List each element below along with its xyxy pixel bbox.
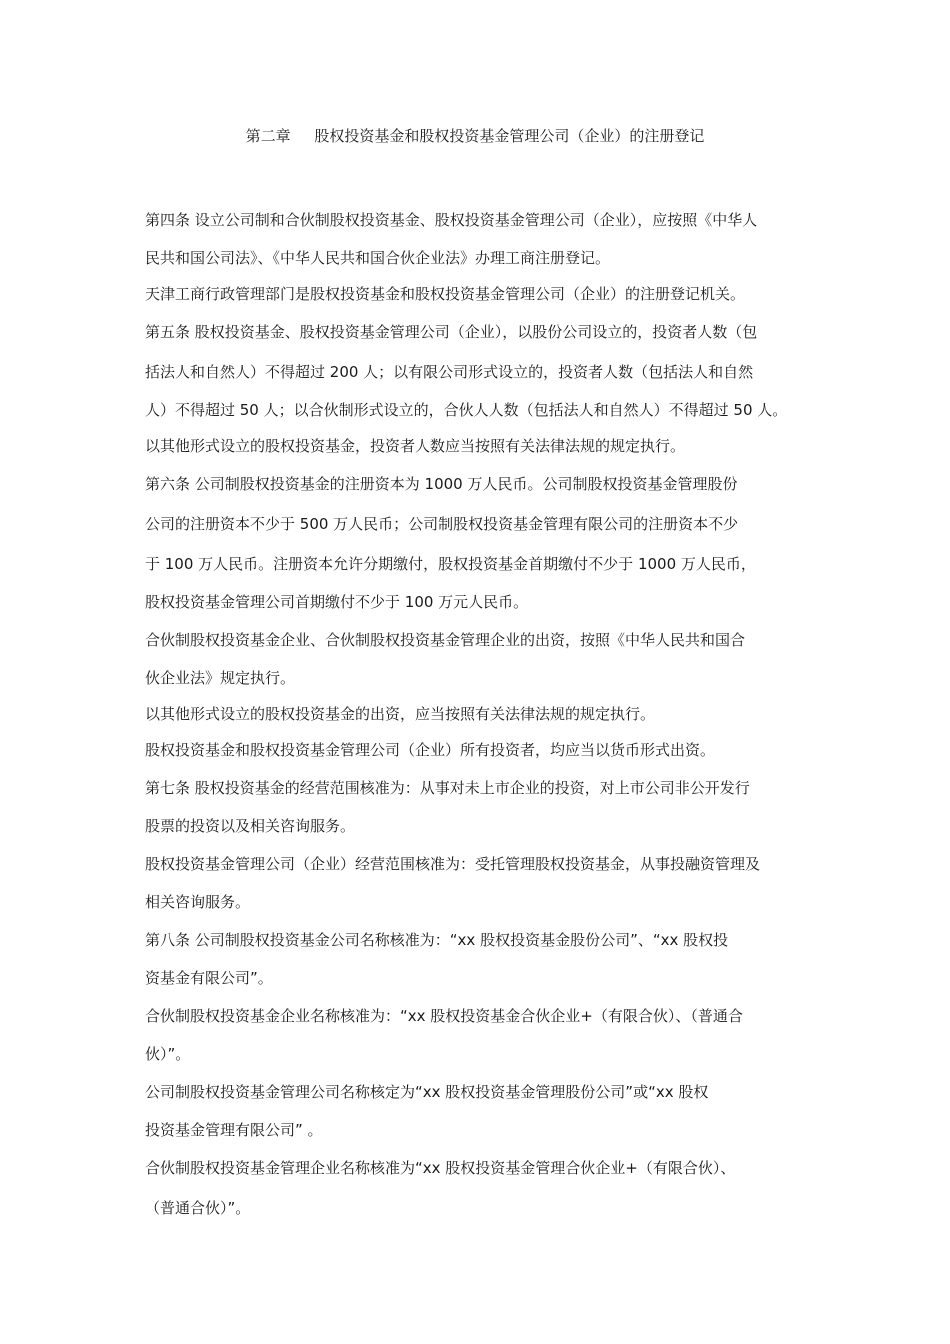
text-line: 以其他形式设立的股权投资基金，投资者人数应当按照有关法律法规的规定执行。 xyxy=(145,437,686,455)
text-line: 括法人和自然人）不得超过 200 人；以有限公司形式设立的，投资者人数（包括法人和自然 xyxy=(145,363,754,381)
text-line: 人）不得超过 50 人；以合伙制形式设立的，合伙人人数（包括法人和自然人）不得超过 50 人。 xyxy=(145,401,788,419)
text-line: 伙）”。 xyxy=(145,1045,191,1063)
text-line: 公司制股权投资基金管理公司名称核定为“xx 股权投资基金管理股份公司”或“xx 股权 xyxy=(145,1083,709,1101)
text-line: 资基金有限公司”。 xyxy=(145,969,273,987)
article-5 xyxy=(145,312,825,428)
text-line: 股票的投资以及相关咨询服务。 xyxy=(145,817,356,835)
paragraph xyxy=(145,696,825,732)
text-line: 天津工商行政管理部门是股权投资基金和股权投资基金管理公司（企业）的注册登记机关。 xyxy=(145,285,746,303)
text-line: 相关咨询服务。 xyxy=(145,893,251,911)
text-line: 股权投资基金管理公司（企业）经营范围核准为：受托管理股权投资基金，从事投融资管理及 xyxy=(145,855,761,873)
text-line: 第六条 公司制股权投资基金的注册资本为 1000 万人民币。公司制股权投资基金管理股份 xyxy=(145,475,738,493)
paragraph xyxy=(145,996,825,1072)
paragraph xyxy=(145,428,825,464)
paragraph xyxy=(145,276,825,312)
chapter-title: 第二章 股权投资基金和股权投资基金管理公司（企业）的注册登记 xyxy=(245,127,705,145)
text-line: 以其他形式设立的股权投资基金的出资，应当按照有关法律法规的规定执行。 xyxy=(145,705,656,723)
article-4 xyxy=(145,200,825,276)
text-line: 第四条 设立公司制和合伙制股权投资基金、股权投资基金管理公司（企业），应按照《中华人 xyxy=(145,211,758,229)
text-line: 公司的注册资本不少于 500 万人民币；公司制股权投资基金管理有限公司的注册资本不少 xyxy=(145,515,739,533)
text-line: 合伙制股权投资基金企业名称核准为：“xx 股权投资基金合伙企业+（有限合伙）、（普通合 xyxy=(145,1007,743,1025)
text-line: 股权投资基金管理公司首期缴付不少于 100 万元人民币。 xyxy=(145,593,529,611)
text-line: 投资基金管理有限公司” 。 xyxy=(145,1121,323,1139)
text-line: 第五条 股权投资基金、股权投资基金管理公司（企业），以股份公司设立的，投资者人数（包 xyxy=(145,323,758,341)
text-line: 民共和国公司法》、《中华人民共和国合伙企业法》办理工商注册登记。 xyxy=(145,249,611,267)
text-line: 合伙制股权投资基金管理企业名称核准为“xx 股权投资基金管理合伙企业+（有限合伙）、 xyxy=(145,1159,736,1177)
paragraph xyxy=(145,620,825,696)
article-7 xyxy=(145,768,825,844)
text-line: 于 100 万人民币。注册资本允许分期缴付，股权投资基金首期缴付不少于 1000 万人民币， xyxy=(145,555,756,573)
text-line: 合伙制股权投资基金企业、合伙制股权投资基金管理企业的出资，按照《中华人民共和国合 xyxy=(145,631,746,649)
article-8 xyxy=(145,920,825,996)
paragraph xyxy=(145,844,825,920)
text-line: （普通合伙）”。 xyxy=(145,1199,251,1217)
text-line: 股权投资基金和股权投资基金管理公司（企业）所有投资者，均应当以货币形式出资。 xyxy=(145,741,716,759)
paragraph xyxy=(145,732,825,768)
article-6 xyxy=(145,464,825,620)
paragraph xyxy=(145,1148,825,1228)
paragraph xyxy=(145,1072,825,1148)
text-line: 第八条 公司制股权投资基金公司名称核准为：“xx 股权投资基金股份公司”、“xx 股权投 xyxy=(145,931,729,949)
document-body xyxy=(145,200,825,1228)
text-line: 伙企业法》规定执行。 xyxy=(145,669,296,687)
text-line: 第七条 股权投资基金的经营范围核准为：从事对未上市企业的投资，对上市公司非公开发行 xyxy=(145,779,750,797)
